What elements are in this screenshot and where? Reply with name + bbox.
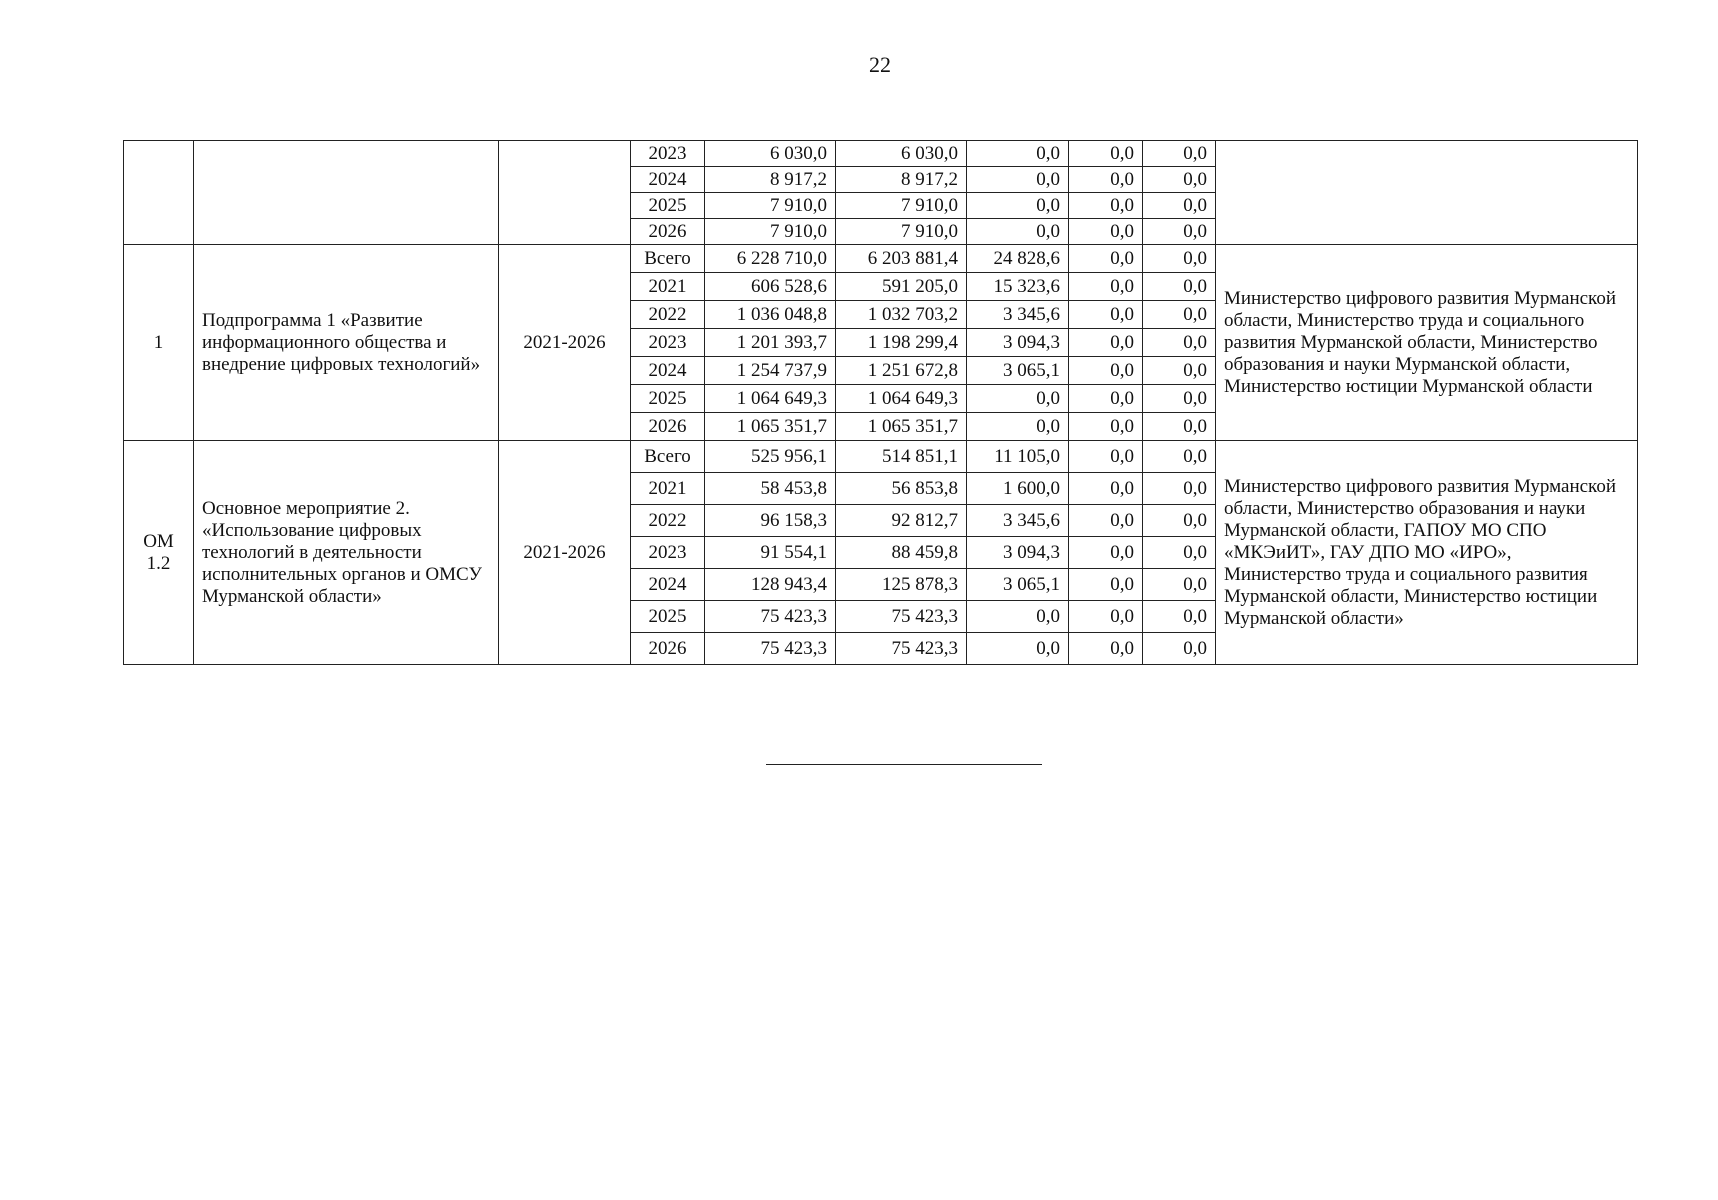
amount-federal: 3 065,1 [967, 357, 1069, 385]
amount-total: 525 956,1 [705, 441, 836, 473]
amount-local: 0,0 [1069, 357, 1143, 385]
amount-federal: 0,0 [967, 633, 1069, 665]
amount-total: 606 528,6 [705, 273, 836, 301]
amount-other: 0,0 [1143, 219, 1216, 245]
amount-other: 0,0 [1143, 601, 1216, 633]
table-row [124, 141, 1638, 167]
amount-local: 0,0 [1069, 413, 1143, 441]
amount-other: 0,0 [1143, 301, 1216, 329]
amount-total: 128 943,4 [705, 569, 836, 601]
item-number: 1 [124, 245, 194, 441]
amount-local: 0,0 [1069, 301, 1143, 329]
amount-federal: 3 345,6 [967, 301, 1069, 329]
item-executors [1216, 141, 1638, 245]
amount-regional: 6 030,0 [836, 141, 967, 167]
year-cell: Всего [631, 441, 705, 473]
item-period: 2021-2026 [499, 441, 631, 665]
year-cell: 2026 [631, 633, 705, 665]
amount-total: 1 064 649,3 [705, 385, 836, 413]
amount-total: 6 030,0 [705, 141, 836, 167]
amount-other: 0,0 [1143, 141, 1216, 167]
amount-federal: 15 323,6 [967, 273, 1069, 301]
table-row [124, 245, 1638, 273]
year-cell: 2022 [631, 505, 705, 537]
year-cell: 2023 [631, 537, 705, 569]
amount-local: 0,0 [1069, 245, 1143, 273]
amount-regional: 1 065 351,7 [836, 413, 967, 441]
year-cell: 2026 [631, 413, 705, 441]
amount-total: 91 554,1 [705, 537, 836, 569]
amount-total: 6 228 710,0 [705, 245, 836, 273]
amount-other: 0,0 [1143, 357, 1216, 385]
amount-other: 0,0 [1143, 245, 1216, 273]
amount-local: 0,0 [1069, 633, 1143, 665]
amount-total: 96 158,3 [705, 505, 836, 537]
financing-table [123, 140, 1638, 665]
item-name [194, 141, 499, 245]
amount-other: 0,0 [1143, 193, 1216, 219]
amount-other: 0,0 [1143, 273, 1216, 301]
amount-federal: 1 600,0 [967, 473, 1069, 505]
amount-other: 0,0 [1143, 385, 1216, 413]
amount-regional: 8 917,2 [836, 167, 967, 193]
item-number [124, 141, 194, 245]
item-executors: Министерство цифрового развития Мурманской области, Министерство труда и социального развития Мурманской области, Министерство образования и науки Мурманской области, Министерство юстиции Мурманской области [1216, 245, 1638, 441]
amount-total: 7 910,0 [705, 219, 836, 245]
amount-regional: 1 032 703,2 [836, 301, 967, 329]
amount-local: 0,0 [1069, 273, 1143, 301]
amount-regional: 591 205,0 [836, 273, 967, 301]
amount-local: 0,0 [1069, 193, 1143, 219]
year-cell: 2024 [631, 569, 705, 601]
year-cell: Всего [631, 245, 705, 273]
amount-total: 1 201 393,7 [705, 329, 836, 357]
amount-federal: 3 094,3 [967, 329, 1069, 357]
year-cell: 2021 [631, 473, 705, 505]
amount-federal: 11 105,0 [967, 441, 1069, 473]
amount-regional: 514 851,1 [836, 441, 967, 473]
amount-total: 1 036 048,8 [705, 301, 836, 329]
amount-total: 58 453,8 [705, 473, 836, 505]
amount-federal: 0,0 [967, 219, 1069, 245]
year-cell: 2024 [631, 167, 705, 193]
amount-federal: 0,0 [967, 601, 1069, 633]
amount-total: 8 917,2 [705, 167, 836, 193]
year-cell: 2026 [631, 219, 705, 245]
amount-total: 75 423,3 [705, 633, 836, 665]
amount-regional: 75 423,3 [836, 601, 967, 633]
amount-local: 0,0 [1069, 569, 1143, 601]
amount-regional: 1 251 672,8 [836, 357, 967, 385]
amount-local: 0,0 [1069, 537, 1143, 569]
year-cell: 2022 [631, 301, 705, 329]
amount-local: 0,0 [1069, 167, 1143, 193]
amount-local: 0,0 [1069, 473, 1143, 505]
amount-federal: 0,0 [967, 413, 1069, 441]
amount-other: 0,0 [1143, 329, 1216, 357]
amount-local: 0,0 [1069, 505, 1143, 537]
amount-local: 0,0 [1069, 385, 1143, 413]
year-cell: 2024 [631, 357, 705, 385]
amount-regional: 7 910,0 [836, 219, 967, 245]
amount-other: 0,0 [1143, 413, 1216, 441]
amount-regional: 1 198 299,4 [836, 329, 967, 357]
amount-other: 0,0 [1143, 505, 1216, 537]
item-name: Основное мероприятие 2. «Использование цифровых технологий в деятельности исполнительных органов и ОМСУ Мурманской области» [194, 441, 499, 665]
amount-regional: 75 423,3 [836, 633, 967, 665]
item-executors: Министерство цифрового развития Мурманской области, Министерство образования и науки Мурманской области, ГАПОУ МО СПО «МКЭиИТ», ГАУ ДПО МО «ИРО», Министерство труда и социального развития Мурманской области, Министерство юстиции Мурманской области» [1216, 441, 1638, 665]
amount-federal: 3 345,6 [967, 505, 1069, 537]
table-row [124, 441, 1638, 473]
amount-regional: 1 064 649,3 [836, 385, 967, 413]
amount-regional: 88 459,8 [836, 537, 967, 569]
year-cell: 2025 [631, 385, 705, 413]
amount-regional: 125 878,3 [836, 569, 967, 601]
year-cell: 2023 [631, 329, 705, 357]
amount-federal: 0,0 [967, 385, 1069, 413]
item-period: 2021-2026 [499, 245, 631, 441]
item-name: Подпрограмма 1 «Развитие информационного общества и внедрение цифровых технологий» [194, 245, 499, 441]
amount-total: 1 065 351,7 [705, 413, 836, 441]
amount-local: 0,0 [1069, 219, 1143, 245]
table-body [124, 141, 1638, 665]
amount-federal: 3 065,1 [967, 569, 1069, 601]
amount-federal: 24 828,6 [967, 245, 1069, 273]
amount-local: 0,0 [1069, 441, 1143, 473]
page-number: 22 [869, 52, 891, 77]
amount-total: 1 254 737,9 [705, 357, 836, 385]
amount-other: 0,0 [1143, 441, 1216, 473]
amount-other: 0,0 [1143, 569, 1216, 601]
year-cell: 2025 [631, 193, 705, 219]
year-cell: 2023 [631, 141, 705, 167]
year-cell: 2021 [631, 273, 705, 301]
amount-other: 0,0 [1143, 537, 1216, 569]
end-divider [766, 764, 1042, 765]
item-period [499, 141, 631, 245]
amount-federal: 0,0 [967, 141, 1069, 167]
amount-regional: 7 910,0 [836, 193, 967, 219]
amount-local: 0,0 [1069, 141, 1143, 167]
item-number: ОМ 1.2 [124, 441, 194, 665]
amount-total: 7 910,0 [705, 193, 836, 219]
amount-federal: 0,0 [967, 167, 1069, 193]
amount-regional: 92 812,7 [836, 505, 967, 537]
amount-regional: 6 203 881,4 [836, 245, 967, 273]
amount-federal: 0,0 [967, 193, 1069, 219]
amount-federal: 3 094,3 [967, 537, 1069, 569]
amount-other: 0,0 [1143, 633, 1216, 665]
amount-other: 0,0 [1143, 473, 1216, 505]
amount-local: 0,0 [1069, 329, 1143, 357]
amount-regional: 56 853,8 [836, 473, 967, 505]
year-cell: 2025 [631, 601, 705, 633]
amount-total: 75 423,3 [705, 601, 836, 633]
amount-other: 0,0 [1143, 167, 1216, 193]
amount-local: 0,0 [1069, 601, 1143, 633]
